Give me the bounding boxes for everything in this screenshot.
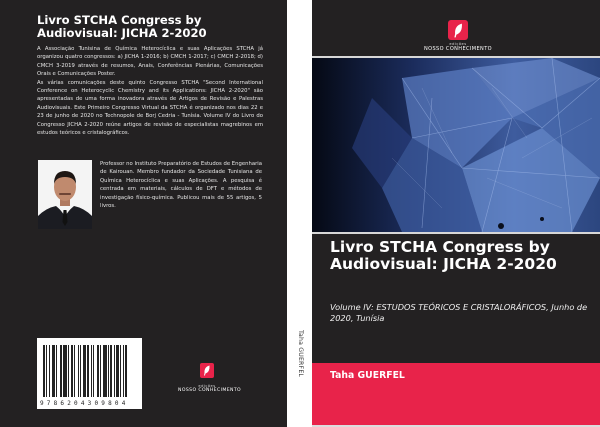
author-band bbox=[312, 363, 600, 425]
front-cover-subtitle: Volume IV: ESTUDOS TEÓRICOS E CRISTALORÁFICOS, Junho de 2020, Tunísia bbox=[330, 302, 588, 323]
isbn-digits: 9786204309804 bbox=[40, 400, 129, 407]
author-photo bbox=[38, 160, 92, 229]
publisher-edicoes: edições bbox=[449, 42, 467, 46]
author-bio: Professor no Instituto Preparatório de Estudos de Engenharia de Kairouan. Membro fundador da Sociedade Tunisiana de Química Heterocíclica e suas Aplicações. A pesquisa é centrada em materiais, cálculos de DFT e métodos de investigação físico-química. Publicou mais de 55 artigos, 5 livros. bbox=[100, 161, 262, 210]
front-cover bbox=[312, 0, 600, 427]
book-spine bbox=[287, 0, 312, 427]
back-cover bbox=[0, 0, 287, 427]
front-cover-author: Taha GUERFEL bbox=[330, 370, 405, 381]
publisher-logo-back bbox=[178, 363, 242, 393]
publisher-logo-front bbox=[418, 20, 498, 52]
publisher-name: NOSSO CONHECIMENTO bbox=[178, 388, 242, 393]
publisher-edicoes: edições bbox=[198, 384, 216, 388]
front-cover-title: Livro STCHA Congress by Audiovisual: JICHA 2-2020 bbox=[330, 238, 557, 274]
image-border-bottom bbox=[312, 232, 600, 234]
spine-author: Taha GUERFEL bbox=[297, 330, 304, 378]
blurb-paragraph: As várias comunicações deste quinto Congresso STCHA "Second International Conference on Heterocyclic Chemistry and its Applications: JICHA 2-2020" são apresentadas de uma forma inovadora através de Artigos de Revisão e Palestras Audiovisuais. Este Primeiro Congresso Virtual da STCHA é organizado nos dias 22 e 23 de junho de 2020 no Technopole de Borj Cedria - Tunísia. Volume IV do Livro do Congresso JICHA 2-2020 reúne artigos de revisão de especialistas magrebinos em estudos teóricos e cristalográficos. bbox=[37, 79, 263, 137]
barcode-bars bbox=[43, 345, 136, 397]
isbn-barcode bbox=[37, 338, 142, 409]
feather-icon bbox=[200, 363, 214, 378]
publisher-name: NOSSO CONHECIMENTO bbox=[423, 46, 492, 52]
cover-image-crystals bbox=[312, 58, 600, 232]
back-cover-blurb bbox=[37, 45, 263, 137]
feather-icon bbox=[448, 20, 468, 40]
blurb-paragraph: A Associação Tunisina de Química Heterocíclica e suas Aplicações STCHA já organizou quatro congressos: a) JICHA 1-2016; b) CMCH 1-2017; c) CMCH 2-2018; d) CMCH 3-2019 através de resumos, Anais, Conferências Plenárias, Comunicações Orais e Comunicações Poster. bbox=[37, 46, 263, 78]
back-cover-title: Livro STCHA Congress by Audiovisual: JICHA 2-2020 bbox=[37, 13, 207, 40]
